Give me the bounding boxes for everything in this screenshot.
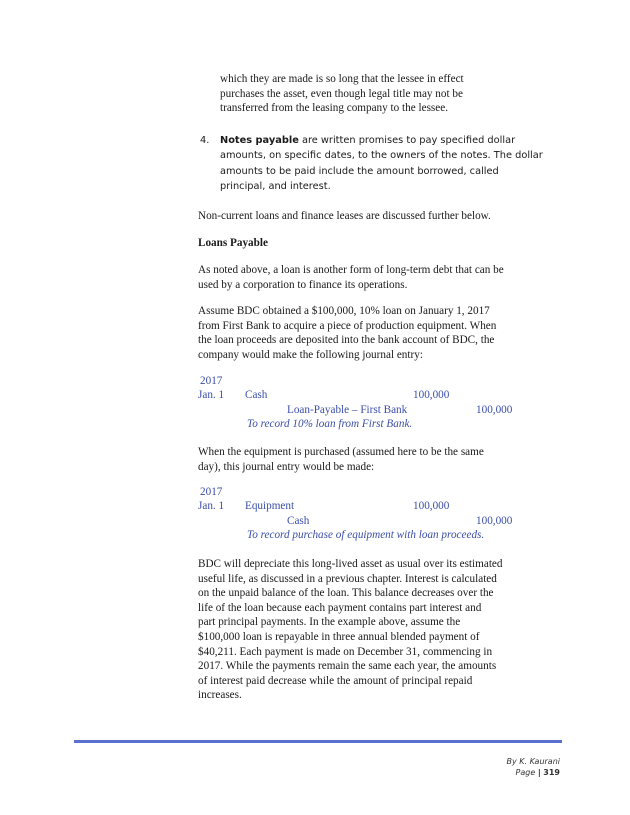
text-line: BDC will depreciate this long-lived asset as usual over its estimated	[198, 558, 503, 570]
page-footer	[506, 756, 560, 778]
section-heading: Loans Payable	[198, 237, 268, 249]
list-number: 4.	[200, 135, 210, 146]
paragraph-noncurrent	[198, 209, 560, 224]
journal-entry-loan	[198, 375, 558, 435]
journal-entry-equipment	[198, 486, 558, 546]
journal-credit-amount: 100,000	[476, 404, 513, 416]
text-line: the loan proceeds are deposited into the bank account of BDC, the	[198, 334, 495, 347]
text-line: amounts, on specific dates, to the owners of the notes. The dollar	[220, 150, 543, 162]
text-line: $100,000 loan is repayable in three annual blended payment of	[198, 630, 480, 643]
paragraph-depreciate	[198, 557, 560, 703]
text-line: useful life, as discussed in a previous chapter. Interest is calculated	[198, 572, 497, 585]
text-line: company would make the following journal entry:	[198, 348, 423, 361]
text-line: from First Bank to acquire a piece of production equipment. When	[198, 319, 497, 332]
page-label: Page	[515, 768, 536, 777]
journal-memo: To record purchase of equipment with loan proceeds.	[247, 529, 485, 541]
text-line: day), this journal entry would be made:	[198, 460, 375, 473]
text-line: part principal payments. In the example above, assume the	[198, 616, 461, 629]
text-line: transferred from the leasing company to the lessee.	[220, 102, 449, 115]
text-line: are written promises to pay specified dollar	[298, 135, 516, 146]
text-line: which they are made is so long that the lessee in effect	[220, 73, 464, 85]
list-item-continuation	[220, 72, 540, 116]
page-number-line	[506, 767, 560, 778]
journal-debit-account: Cash	[245, 389, 268, 401]
journal-debit-amount: 100,000	[413, 500, 450, 512]
text-line: on the unpaid balance of the loan. This balance decreases over the	[198, 587, 494, 600]
journal-credit-account: Loan-Payable – First Bank	[287, 404, 408, 416]
page-separator: |	[537, 768, 541, 777]
text-line: purchases the asset, even though legal title may not be	[220, 87, 463, 100]
page-number: 319	[543, 768, 560, 777]
footer-rule	[74, 740, 562, 743]
author-credit: By K. Kaurani	[506, 757, 560, 766]
paragraph-assume	[198, 304, 560, 362]
text-line: of interest paid decrease while the amount of principal repaid	[198, 674, 473, 687]
journal-date: Jan. 1	[198, 389, 225, 401]
journal-memo: To record 10% loan from First Bank.	[247, 418, 413, 430]
text-line: When the equipment is purchased (assumed here to be the same	[198, 446, 484, 458]
paragraph-equipment	[198, 445, 560, 474]
text-line: $40,211. Each payment is made on December 31, commencing in	[198, 645, 493, 658]
text-line: increases.	[198, 689, 242, 702]
journal-debit-amount: 100,000	[413, 389, 450, 401]
text-line: Non-current loans and finance leases are discussed further below.	[198, 210, 491, 222]
paragraph-noted	[198, 263, 560, 292]
journal-date: Jan. 1	[198, 500, 225, 512]
text-line: used by a corporation to finance its operations.	[198, 278, 408, 291]
text-line: As noted above, a loan is another form of long-term debt that can be	[198, 264, 504, 276]
term-notes-payable: Notes payable	[220, 135, 299, 146]
text-line: 2017. While the payments remain the same each year, the amounts	[198, 660, 497, 673]
journal-year: 2017	[200, 486, 223, 498]
text-line: principal, and interest.	[220, 181, 331, 193]
journal-year: 2017	[200, 375, 223, 387]
journal-credit-amount: 100,000	[476, 515, 513, 527]
text-line: life of the loan because each payment contains part interest and	[198, 601, 482, 614]
text-line: Assume BDC obtained a $100,000, 10% loan on January 1, 2017	[198, 305, 490, 317]
journal-debit-account: Equipment	[245, 500, 295, 512]
text-line: amounts to be paid include the amount borrowed, called	[220, 165, 499, 177]
journal-credit-account: Cash	[287, 515, 310, 527]
